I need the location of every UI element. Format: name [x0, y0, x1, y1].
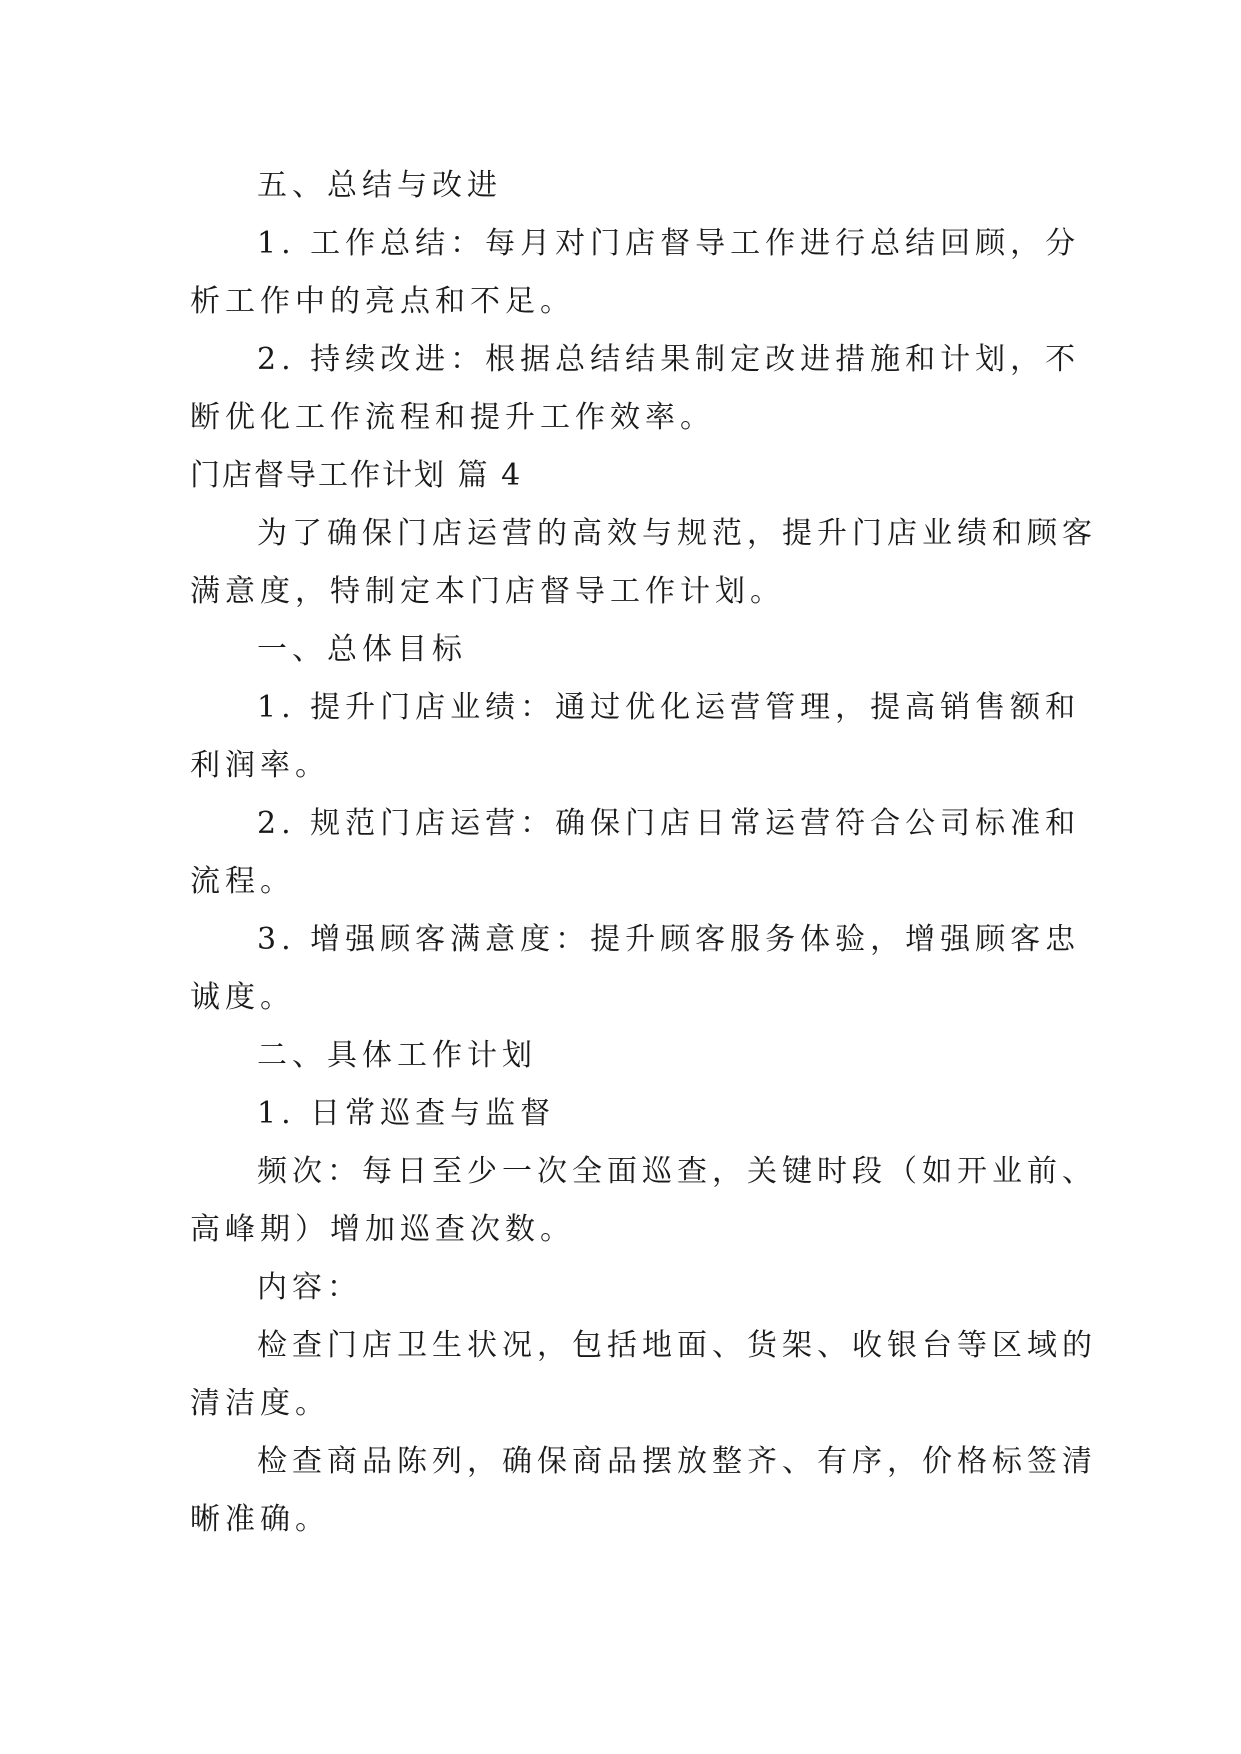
paragraph-line: 检查商品陈列，确保商品摆放整齐、有序，价格标签清: [257, 1444, 1097, 1479]
paragraph-line: 高峰期）增加巡查次数。: [190, 1212, 575, 1247]
article-title: 门店督导工作计划 篇 4: [190, 458, 523, 493]
section-heading-plan: 二、具体工作计划: [257, 1038, 537, 1073]
paragraph-line: 为了确保门店运营的高效与规范，提升门店业绩和顾客: [257, 516, 1097, 551]
paragraph-line: 流程。: [190, 864, 295, 899]
paragraph-line: 3. 增强顾客满意度：提升顾客服务体验，增强顾客忠: [257, 922, 1081, 957]
subsection-heading: 1. 日常巡查与监督: [257, 1096, 556, 1131]
paragraph-line: 检查门店卫生状况，包括地面、货架、收银台等区域的: [257, 1328, 1097, 1363]
paragraph-line: 2. 持续改进：根据总结结果制定改进措施和计划，不: [257, 342, 1081, 377]
paragraph-line: 内容：: [257, 1270, 362, 1305]
paragraph-line: 晰准确。: [190, 1502, 330, 1537]
paragraph-line: 清洁度。: [190, 1386, 330, 1421]
paragraph-line: 2. 规范门店运营：确保门店日常运营符合公司标准和: [257, 806, 1081, 841]
paragraph-line: 析工作中的亮点和不足。: [190, 284, 575, 319]
paragraph-line: 1. 工作总结：每月对门店督导工作进行总结回顾，分: [257, 226, 1081, 261]
section-heading-goals: 一、总体目标: [257, 632, 467, 667]
paragraph-line: 诚度。: [190, 980, 295, 1015]
paragraph-line: 利润率。: [190, 748, 330, 783]
paragraph-line: 断优化工作流程和提升工作效率。: [190, 400, 715, 435]
section-heading-summary: 五、总结与改进: [257, 168, 502, 203]
paragraph-line: 满意度，特制定本门店督导工作计划。: [190, 574, 785, 609]
paragraph-line: 频次：每日至少一次全面巡查，关键时段（如开业前、: [257, 1154, 1097, 1189]
paragraph-line: 1. 提升门店业绩：通过优化运营管理，提高销售额和: [257, 690, 1081, 725]
